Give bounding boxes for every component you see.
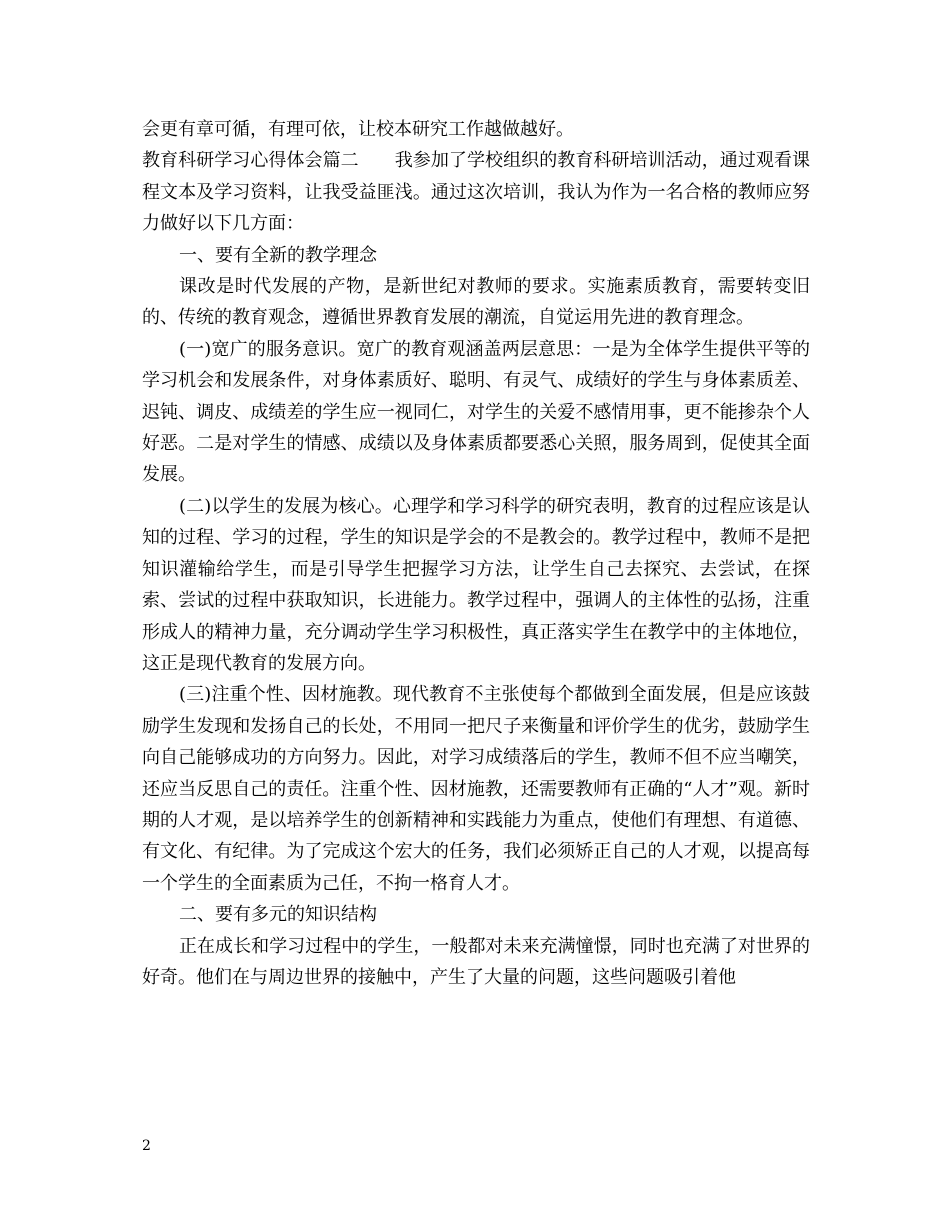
page-number: 2 bbox=[142, 1138, 151, 1154]
paragraph: 课改是时代发展的产物，是新世纪对教师的要求。实施素质教育，需要转变旧的、传统的教育观念，遵循世界教育发展的潮流，自觉运用先进的教育理念。 bbox=[142, 276, 810, 329]
paragraph-intro: 我参加了学校组织的教育科研培训活动，通过观看课程文本及学习资料，让我受益匪浅。通过这次培训，我认为作为一名合格的教师应努力做好以下几方面： bbox=[142, 150, 810, 235]
paragraph-continuation: 会更有章可循，有理可依，让校本研究工作越做越好。 bbox=[142, 119, 574, 140]
paragraph: (一)宽广的服务意识。宽广的教育观涵盖两层意思：一是为全体学生提供平等的学习机会和发展条件，对身体素质好、聪明、有灵气、成绩好的学生与身体素质差、迟钝、调皮、成绩差的学生应一视同仁，对学生的关爱不感情用事，更不能掺杂个人好恶。二是对学生的情感、成绩以及身体素质都要悉心关照，服务周到，促使其全面发展。 bbox=[142, 338, 810, 486]
document-body bbox=[142, 114, 810, 993]
paragraph: 正在成长和学习过程中的学生，一般都对未来充满憧憬，同时也充满了对世界的好奇。他们在与周边世界的接触中，产生了大量的问题，这些问题吸引着他 bbox=[142, 935, 810, 988]
paragraph-title-line bbox=[142, 145, 810, 239]
article-title: 教育科研学习心得体会篇二 bbox=[142, 150, 359, 172]
section-heading-2: 二、要有多元的知识结构 bbox=[179, 904, 377, 926]
paragraph: (二)以学生的发展为核心。心理学和学习科学的研究表明，教育的过程应该是认知的过程、学习的过程，学生的知识是学会的不是教会的。教学过程中，教师不是把知识灌输给学生，而是引导学生把握学习方法，让学生自己去探究、去尝试，在探索、尝试的过程中获取知识，长进能力。教学过程中，强调人的主体性的弘扬，注重形成人的精神力量，充分调动学生学习积极性，真正落实学生在教学中的主体地位，这正是现代教育的发展方向。 bbox=[142, 495, 810, 674]
section-heading-1: 一、要有全新的教学理念 bbox=[179, 244, 377, 266]
paragraph: (三)注重个性、因材施教。现代教育不主张使每个都做到全面发展，但是应该鼓励学生发现和发扬自己的长处，不用同一把尺子来衡量和评价学生的优劣，鼓励学生向自己能够成功的方向努力。因此，对学习成绩落后的学生，教师不但不应当嘲笑，还应当反思自己的责任。注重个性、因材施教，还需要教师有正确的“人才”观。新时期的人才观，是以培养学生的创新精神和实践能力为重点，使他们有理想、有道德、有文化、有纪律。为了完成这个宏大的任务，我们必须矫正自己的人才观，以提高每一个学生的全面素质为己任，不拘一格育人才。 bbox=[142, 684, 810, 894]
